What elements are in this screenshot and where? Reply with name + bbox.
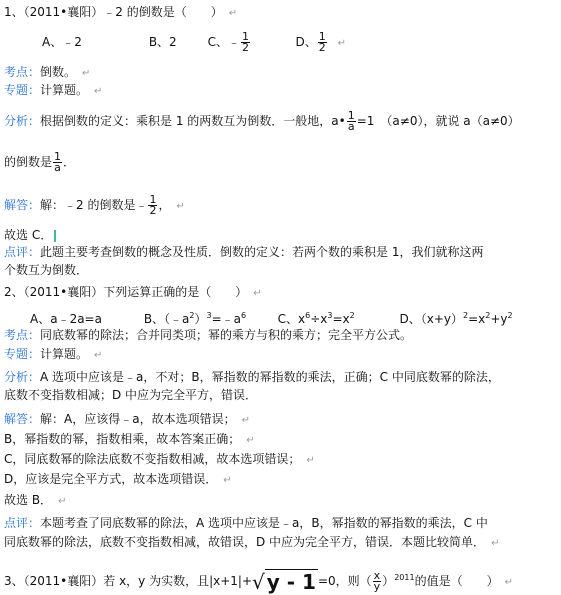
fraction: $\frac{1}{a}$ [347, 109, 355, 133]
q2-zhuanti: 专题：计算题。 ↵ [4, 347, 103, 361]
paragraph-mark-icon: ↵ [504, 577, 513, 588]
q1-option-c: C、﹣ $\frac{1}{2}$ [207, 30, 250, 54]
paragraph-mark-icon: ↵ [94, 350, 103, 361]
q2-option-d: D、$(x+y)^2=x^2+y^2$ [399, 311, 513, 326]
q2-option-c: C、$x^6\div x^3=x^2$ [277, 311, 355, 326]
paragraph-mark-icon: ↵ [223, 475, 232, 486]
fraction: $\frac{1}{a}$ [54, 150, 62, 174]
q1-dianping-cont: 个数互为倒数． [4, 263, 89, 277]
paragraph-mark-icon: ↵ [253, 288, 262, 299]
q2-guxuan: 故选 B． ↵ [4, 493, 67, 507]
paragraph-mark-icon: ↵ [491, 538, 500, 549]
q1-kaodian: 考点：倒数。 ↵ [4, 65, 91, 79]
q1-dianping: 点评：此题主要考查倒数的概念及性质．倒数的定义：若两个数的乘积是 1，我们就称这两 [4, 245, 484, 259]
q2-option-a: A、a﹣2a=a [30, 312, 102, 326]
q2-fenxi: 分析：A 选项中应该是﹣a，不对；B，幂指数的幂指数的乘法，正确；C 中同底数幂的除法， [4, 370, 500, 384]
paragraph-mark-icon: ↵ [246, 435, 255, 446]
paragraph-mark-icon: ↵ [176, 201, 185, 212]
q1-jieda: 解答：解：﹣2 的倒数是﹣ $\frac{1}{2}$ ， ↵ [4, 193, 185, 217]
q2-jieda-d: D，应该是完全平方式，故本选项错误． ↵ [4, 472, 232, 486]
q1-option-b: B、2 [148, 35, 177, 49]
q2-jieda-c: C，同底数幂的除法底数不变指数相减，故本选项错误； ↵ [4, 452, 315, 466]
q2-options [30, 308, 513, 327]
q2-stem: 2、（2011•襄阳）下列运算正确的是（ ） ↵ [4, 285, 262, 299]
paragraph-mark-icon: ↵ [82, 68, 91, 79]
paragraph-mark-icon: ↵ [228, 8, 238, 19]
q2-fenxi-cont: 底数不变指数相减；D 中应为完全平方，错误． [4, 388, 258, 402]
paragraph-mark-icon: ↵ [58, 496, 67, 507]
q3-stem: 3、（2011•襄阳）若 x，y 为实数，且|x+1|+√ y - 1 =0，则（ $\frac{x}{y}$ ）$^{2011}$的值是（ ） ↵ [4, 569, 513, 594]
paragraph-mark-icon: ↵ [306, 455, 315, 466]
paragraph-mark-icon: ↵ [94, 86, 103, 97]
q1-option-a: A、﹣2 [42, 35, 82, 49]
q2-dianping: 点评：本题考查了同底数幂的除法，A 选项中应该是﹣a，B，幂指数的幂指数的乘法，C 中 [4, 516, 488, 530]
fraction: $\frac{1}{2}$ [318, 30, 326, 54]
q1-option-d: D、 $\frac{1}{2}$ [295, 30, 326, 54]
q2-dianping-cont: 同底数幂的除法，底数不变指数相减，故错误，D 中应为完全平方，错误．本题比较简单． ↵ [4, 535, 500, 549]
paragraph-mark-icon: ↵ [337, 38, 346, 49]
paragraph-mark-icon: ↵ [241, 415, 250, 426]
q2-jieda-b: B，幂指数的幂，指数相乘，故本答案正确； ↵ [4, 432, 255, 446]
q1-stem: 1、（2011•襄阳）﹣2 的倒数是（ ） ↵ [4, 5, 238, 19]
fraction: $\frac{x}{y}$ [373, 569, 381, 593]
q1-fenxi: 分析：根据倒数的定义：乘积是 1 的两数互为倒数．一般地，a• $\frac{1}{a}$ =1 （a≠0），就说 a（a≠0） [4, 109, 520, 133]
fraction: $\frac{1}{2}$ [242, 30, 250, 54]
q1-options [42, 32, 346, 53]
q1-guxuan: 故选 C． [4, 227, 56, 243]
q2-jieda: 解答：解：A，应该得﹣a，故本选项错误； ↵ [4, 412, 250, 426]
text-cursor[interactable] [54, 230, 56, 242]
square-root: √ y - 1 [252, 569, 316, 594]
q2-option-b: B、$(﹣a^2)^3=﹣a^6$ [143, 311, 247, 326]
q1-fenxi-cont: 的倒数是 $\frac{1}{a}$ ． [4, 150, 76, 174]
q2-kaodian: 考点：同底数幂的除法；合并同类项；幂的乘方与积的乘方；完全平方公式。 [4, 328, 413, 342]
q1-zhuanti: 专题：计算题。 ↵ [4, 83, 103, 97]
fraction: $\frac{1}{2}$ [149, 193, 157, 217]
